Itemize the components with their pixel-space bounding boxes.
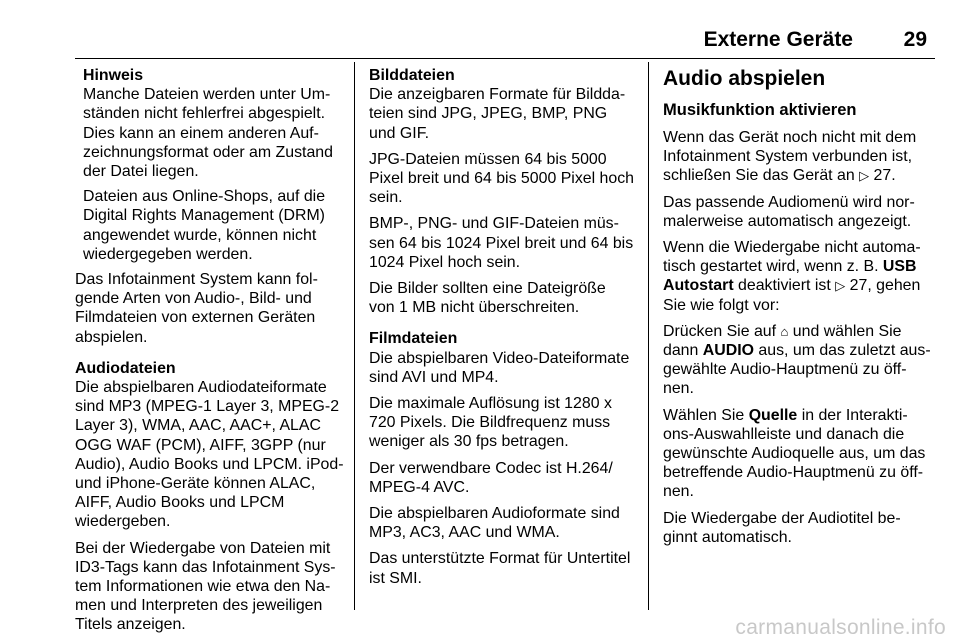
audio-files-text-2: Bei der Wiedergabe von Dateien mit ID3-Tags kann das Infotainment Sys-tem Informationen wie etwa den Na-men und Interpreten des jeweiligen Titels anzeigen. [75, 539, 336, 634]
film-files-text-5: Das unterstützte Format für Untertitel ist SMI. [369, 550, 631, 587]
audio-text-2: Das passende Audiomenü wird nor-malerweise automatisch angezeigt. [663, 193, 915, 230]
intro-paragraph: Das Infotainment System kann fol-gende Arten von Audio-, Bild- und Filmdateien von externen Geräten abspielen. [75, 271, 318, 346]
image-files-text-1: Die anzeigbaren Formate für Bildda-teien sind JPG, JPEG, BMP, PNG und GIF. [369, 86, 626, 142]
audio-text-6: Die Wiedergabe der Audiotitel be-ginnt automatisch. [663, 509, 901, 546]
page-number: 29 [903, 28, 927, 51]
audio-files-section [75, 359, 351, 635]
audio-files-text-1: Die abspielbaren Audiodateiformate sind MP3 (MPEG-1 Layer 3, MPEG-2 Layer 3), WMA, AAC, AAC+, ALAC OGG WAF (PCM), AIFF, 3GPP (nur Audio), Audio Books und LPCM. iPod- und iPhone-Geräte können ALAC, AIFF, Audio Books und LPCM wiedergeben. [75, 379, 344, 531]
film-files-text-4: Die abspielbaren Audioformate sind MP3, AC3, AAC und WMA. [369, 505, 620, 542]
page-reference-link[interactable]: 27 [849, 277, 868, 295]
audio-files-heading: Audiodateien [75, 359, 176, 377]
audio-text-1: Wenn das Gerät noch nicht mit dem Infotainment System verbunden ist, schließen Sie das Gerät an ▷ 27. [663, 129, 917, 185]
page-header [75, 26, 935, 56]
arrow-reference-icon: ▷ [859, 168, 870, 184]
column-1 [75, 66, 351, 642]
note-heading: Hinweis [83, 67, 144, 84]
film-files-section [369, 329, 635, 587]
image-files-text-4: Die Bilder sollten eine Dateigröße von 1 MB nicht überschreiten. [369, 280, 606, 317]
header-rule [75, 58, 935, 59]
audio-text-3: Wenn die Wiedergabe nicht automa-tisch gestartet wird, wenn z. B. USB Autostart deaktiviert ist ▷ 27, gehen Sie wie folgt vor: [663, 239, 921, 314]
page-reference-link[interactable]: 27 [873, 167, 892, 185]
section-heading-audio: Audio abspielen [663, 67, 826, 90]
column-divider-1 [354, 62, 355, 610]
audio-text-4: Drücken Sie auf ⌂ und wählen Sie dann AUDIO aus, um das zuletzt aus-gewählte Audio-Hauptmenü zu öff-nen. [663, 322, 931, 398]
usb-autostart-label: USB Autostart [663, 258, 917, 295]
subsection-heading-music: Musikfunktion aktivieren [663, 101, 857, 119]
note-text-2: Dateien aus Online-Shops, auf die Digital Rights Management (DRM) angewendet wurde, können nicht wiedergegeben werden. [83, 188, 326, 263]
image-files-text-2: JPG-Dateien müssen 64 bis 5000 Pixel breit und 64 bis 5000 Pixel hoch sein. [369, 150, 635, 207]
note-box [75, 66, 351, 264]
column-2 [369, 66, 635, 595]
film-files-heading: Filmdateien [369, 330, 458, 348]
image-files-text-3: BMP-, PNG- und GIF-Dateien müs-sen 64 bis 1024 Pixel breit und 64 bis 1024 Pixel hoch sein. [369, 215, 634, 271]
quelle-label: Quelle [748, 406, 798, 424]
column-3 [663, 66, 935, 554]
image-files-heading: Bilddateien [369, 67, 455, 84]
watermark: carmanualsonline.info [735, 616, 946, 639]
column-divider-2 [648, 62, 649, 610]
home-menu-icon: ⌂ [780, 323, 789, 339]
film-files-text-1: Die abspielbaren Video-Dateiformate sind AVI und MP4. [369, 349, 630, 386]
audio-label: AUDIO [702, 342, 754, 360]
note-text-1: Manche Dateien werden unter Um-ständen nicht fehlerfrei abgespielt. Dies kann an einem anderen Auf-zeichnungsformat oder am Zustand der Datei liegen. [83, 86, 333, 181]
chapter-title: Externe Geräte [703, 28, 853, 51]
audio-text-5: Wählen Sie Quelle in der Interakti-ons-Auswahlleiste und danach die gewünschte Audioquelle aus, um das betreffende Audio-Hauptmenü zu öff-nen. [663, 406, 926, 501]
film-files-text-3: Der verwendbare Codec ist H.264/ MPEG-4 AVC. [369, 459, 613, 496]
film-files-text-2: Die maximale Auflösung ist 1280 x 720 Pixels. Die Bildfrequenz muss weniger als 30 fps betragen. [369, 395, 612, 451]
arrow-reference-icon: ▷ [835, 278, 846, 294]
